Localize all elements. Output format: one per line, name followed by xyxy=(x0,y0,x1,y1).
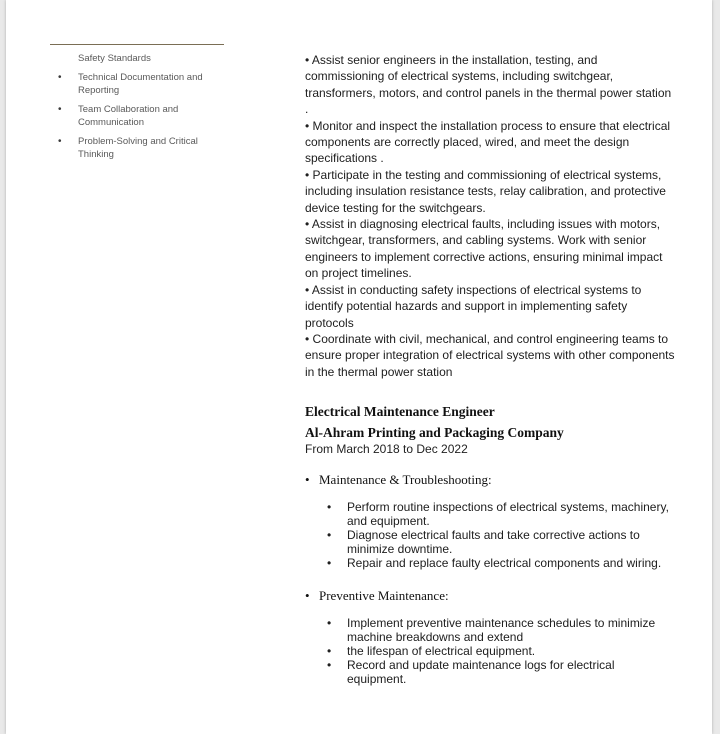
bullet-icon: • xyxy=(327,556,332,571)
duty-paragraph: • Assist in conducting safety inspections of electrical systems to identify potential hazards and support in implementing safety protocols xyxy=(305,282,642,330)
duty-paragraph: • Coordinate with civil, mechanical, and control engineering teams to ensure proper integration of electrical systems with other components in the thermal power station xyxy=(305,331,675,379)
bullet-icon: • xyxy=(58,72,62,83)
task-label: Repair and replace faulty electrical components and wiring. xyxy=(347,556,662,571)
task-list xyxy=(305,500,677,570)
resume-page xyxy=(6,0,712,734)
bullet-icon: • xyxy=(327,616,332,631)
task-item xyxy=(305,556,677,570)
duty-paragraph: • Assist in diagnosing electrical faults, including issues with motors, switchgear, transformers, and cabling systems. Work with senior engineers to implement corrective actions, ensuring minimal impact on project timelines. xyxy=(305,217,663,281)
duty-paragraph: • Participate in the testing and commissioning of electrical systems, including insulation resistance tests, relay calibration, and protective device testing for the switchgears. xyxy=(305,167,666,215)
bullet-icon: • xyxy=(305,588,310,604)
duty-paragraph: • Monitor and inspect the installation process to ensure that electrical components are correctly placed, wired, and meet the design specifications . xyxy=(305,118,671,166)
bullet-icon: • xyxy=(58,104,62,115)
task-item xyxy=(305,658,677,686)
bullet-icon: • xyxy=(305,472,310,488)
section-heading-label: Preventive Maintenance: xyxy=(319,588,449,604)
company-name: Al-Ahram Printing and Packaging Company xyxy=(305,425,564,441)
task-label: the lifespan of electrical equipment. xyxy=(347,644,536,659)
task-item xyxy=(305,500,677,528)
task-item xyxy=(305,616,677,644)
section-heading-label: Maintenance & Troubleshooting: xyxy=(319,472,492,488)
task-label: Perform routine inspections of electrical systems, machinery, and equipment. xyxy=(347,500,669,529)
task-list xyxy=(305,616,677,686)
task-label: Diagnose electrical faults and take corrective actions to minimize downtime. xyxy=(347,528,640,557)
skill-item xyxy=(50,71,226,97)
skill-label: Problem-Solving and Critical Thinking xyxy=(78,136,198,160)
experience-content xyxy=(305,52,677,686)
bullet-icon: • xyxy=(327,500,332,515)
task-label: Implement preventive maintenance schedules to minimize machine breakdowns and extend xyxy=(347,616,656,645)
bullet-icon: • xyxy=(327,658,332,673)
task-label: Record and update maintenance logs for electrical equipment. xyxy=(347,658,615,687)
skill-item xyxy=(50,135,226,161)
bullet-icon: • xyxy=(327,528,332,543)
section-heading xyxy=(305,472,677,488)
skill-label: Team Collaboration and Communication xyxy=(78,104,179,128)
bullet-icon: • xyxy=(327,644,332,659)
sidebar-divider xyxy=(50,44,224,45)
skill-item xyxy=(50,103,226,129)
job-title: Electrical Maintenance Engineer xyxy=(305,404,495,420)
task-item xyxy=(305,528,677,556)
employment-dates: From March 2018 to Dec 2022 xyxy=(305,442,468,457)
bullet-icon: • xyxy=(58,136,62,147)
section-heading xyxy=(305,588,677,604)
skill-list xyxy=(50,71,226,161)
skill-item: Safety Standards xyxy=(78,53,151,64)
skill-label: Technical Documentation and Reporting xyxy=(78,72,203,96)
duty-paragraph: • Assist senior engineers in the installation, testing, and commissioning of electrical systems, including switchgear, transformers, motors, and control panels in the thermal power station . xyxy=(305,53,672,117)
sidebar-skills xyxy=(50,44,226,161)
task-item xyxy=(305,644,677,658)
